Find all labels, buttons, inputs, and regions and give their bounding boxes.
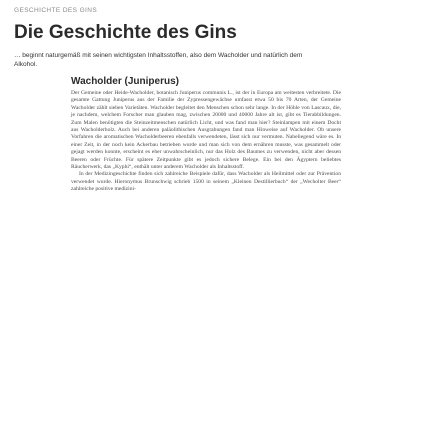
body-paragraph: In der Medizingeschichte finden sich zahlreiche Beispiele dafür, dass Wacholder als Heilmittel oder zur Prävention verwendet wurde. Hieronymus Brunschwig schrieb 1500 in seinem „Kleinen Destillierbuch“ der „Wecholter Beer“ zahlreiche positive medizini- xyxy=(71,171,341,193)
lead-paragraph: … beginnt naturgemäß mit seinen wichtigsten Inhaltsstoffen, also dem Wacholder und natürlich dem Alkohol. xyxy=(14,52,303,68)
running-header: GESCHICHTE DES GINS xyxy=(14,7,98,14)
body-paragraph: Der Gemeine oder Heide-Wacholder, botanisch Juniperus communis L., ist der in Europa am weitesten verbreitete. Die gesamte Gattung Juniperus aus der Familie der Zypressengewächse umfasst etwa 50 bis 70 Arten, der Gemeine Wacholder zählt sieben Varietäten. Wacholder begleitet den Menschen schon sehr lange. In der Höhle von Lascaux, die, je nachdem, welchem Forscher man glauben mag, zwischen 20000 und 40000 Jahre alt ist, gibt es Tierabbildungen. Zum Malen benötigten die Steinzeitmenschen natürlich Licht, und was fand man hier? Steinlampen mit einem Docht aus Wacholderholz. Auch bei anderen paläolithischen Ausgrabungen fand man Hinweise auf Wacholder. Ob unsere Vorfahren die aromatischen Wacholderbeeren ebenfalls verwendeten, lässt sich nur vermuten. Naheliegend wäre es. In einer Zeit, in der noch kein Ackerbau betrieben wurde und man sich von dem ernähren musste, was gesammelt oder gejagt werden konnte, erscheint es eher unwahrscheinlich, nur das Holz des Baumes zu verwenden, nicht aber dessen Beeren oder Früchte. Für spätere Zeitpunkte gibt es jedoch sichere Belege. Ein bei den Ägyptern beliebtes Räucherwerk, das „Kyphi“, enthält unter anderem Wacholder als Inhaltsstoff. xyxy=(71,90,341,171)
section-heading: Wacholder (Juniperus) xyxy=(71,76,179,87)
page-title: Die Geschichte des Gins xyxy=(14,22,237,43)
body-column xyxy=(71,76,341,194)
